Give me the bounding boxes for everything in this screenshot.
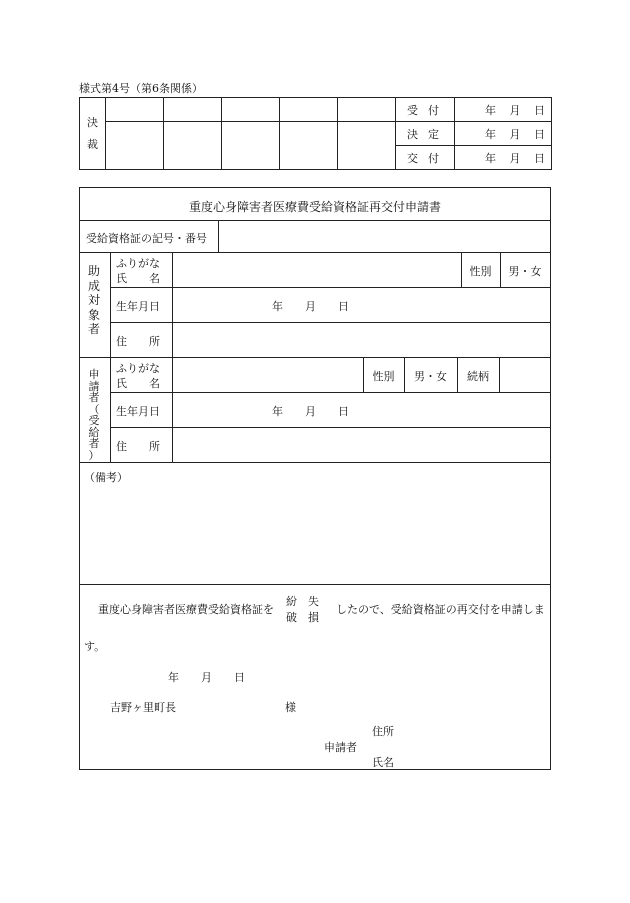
subject-furigana-label: ふりがな	[116, 257, 160, 270]
applicant-gender-value[interactable]: 男・女	[414, 370, 447, 383]
receipt-label: 受付	[396, 98, 455, 122]
statement-after: したので、受給資格証の再交付を申請しま	[336, 603, 545, 616]
applicant-address-label: 住 所	[116, 440, 160, 453]
subject-birthdate-value[interactable]: 年 月 日	[272, 300, 349, 313]
applicant-address-field[interactable]	[173, 428, 550, 461]
subject-section-label: 助 成 対 象 者	[87, 264, 100, 336]
option-lost[interactable]: 紛 失	[286, 595, 319, 608]
statement-before: 重度心身障害者医療費受給資格証を	[98, 603, 274, 616]
applicant-relation-field[interactable]	[500, 358, 550, 391]
subject-gender-label: 性別	[469, 265, 492, 278]
approval-table	[79, 97, 552, 170]
form-number-label: 様式第4号（第6条関係）	[79, 82, 203, 95]
applicant-section-label: 申 請 者 （ 受 給 者 ）	[88, 368, 100, 462]
applicant-relation-label: 続柄	[467, 370, 489, 383]
issue-label: 交付	[396, 146, 455, 170]
application-date[interactable]: 年 月 日	[168, 671, 245, 684]
approval-stamp-top-5[interactable]	[338, 98, 396, 122]
applicant-gender-label: 性別	[372, 370, 395, 383]
approval-stamp-top-3[interactable]	[222, 98, 280, 122]
subject-address-label: 住 所	[116, 335, 160, 348]
cert-number-label: 受給資格証の記号・番号	[86, 232, 207, 245]
statement-continuation: す。	[84, 640, 106, 653]
subject-birthdate-label: 生年月日	[116, 300, 160, 313]
approval-stamp-top-1[interactable]	[106, 98, 164, 122]
approval-stamp-4[interactable]	[280, 122, 338, 170]
applicant-furigana-label: ふりがな	[116, 362, 160, 375]
addressee: 吉野ヶ里町長	[110, 701, 176, 714]
applicant-name-sign-label: 氏名	[372, 756, 394, 769]
receipt-date[interactable]: 年 月 日	[455, 98, 552, 122]
applicant-birthdate-label: 生年月日	[116, 405, 160, 418]
approval-stamp-5[interactable]	[338, 122, 396, 170]
subject-name-field[interactable]	[173, 253, 460, 286]
subject-address-field[interactable]	[173, 323, 550, 356]
decision-label: 決定	[396, 122, 455, 146]
applicant-name-label: 氏 名	[116, 377, 160, 390]
subject-name-label: 氏 名	[116, 272, 160, 285]
honorific: 様	[285, 701, 296, 714]
decision-date[interactable]: 年 月 日	[455, 122, 552, 146]
approval-stamp-1[interactable]	[106, 122, 164, 170]
subject-gender-value[interactable]: 男・女	[508, 265, 542, 278]
applicant-name-field[interactable]	[173, 358, 362, 391]
approval-stamp-top-4[interactable]	[280, 98, 338, 122]
applicant-birthdate-value[interactable]: 年 月 日	[272, 405, 349, 418]
form-title: 重度心身障害者医療費受給資格証再交付申請書	[188, 200, 441, 214]
remarks-label: （備考）	[84, 471, 128, 484]
remarks-field[interactable]	[81, 483, 549, 582]
option-damaged[interactable]: 破 損	[286, 611, 319, 624]
issue-date[interactable]: 年 月 日	[455, 146, 552, 170]
applicant-role-label: 申請者	[324, 741, 357, 754]
approval-stamp-3[interactable]	[222, 122, 280, 170]
approval-stamp-2[interactable]	[164, 122, 222, 170]
applicant-address-sign-label: 住所	[372, 725, 394, 738]
application-form	[79, 187, 551, 770]
approval-stamp-top-2[interactable]	[164, 98, 222, 122]
cert-number-field[interactable]	[219, 221, 550, 251]
kessai-label: 決 裁	[80, 98, 106, 170]
